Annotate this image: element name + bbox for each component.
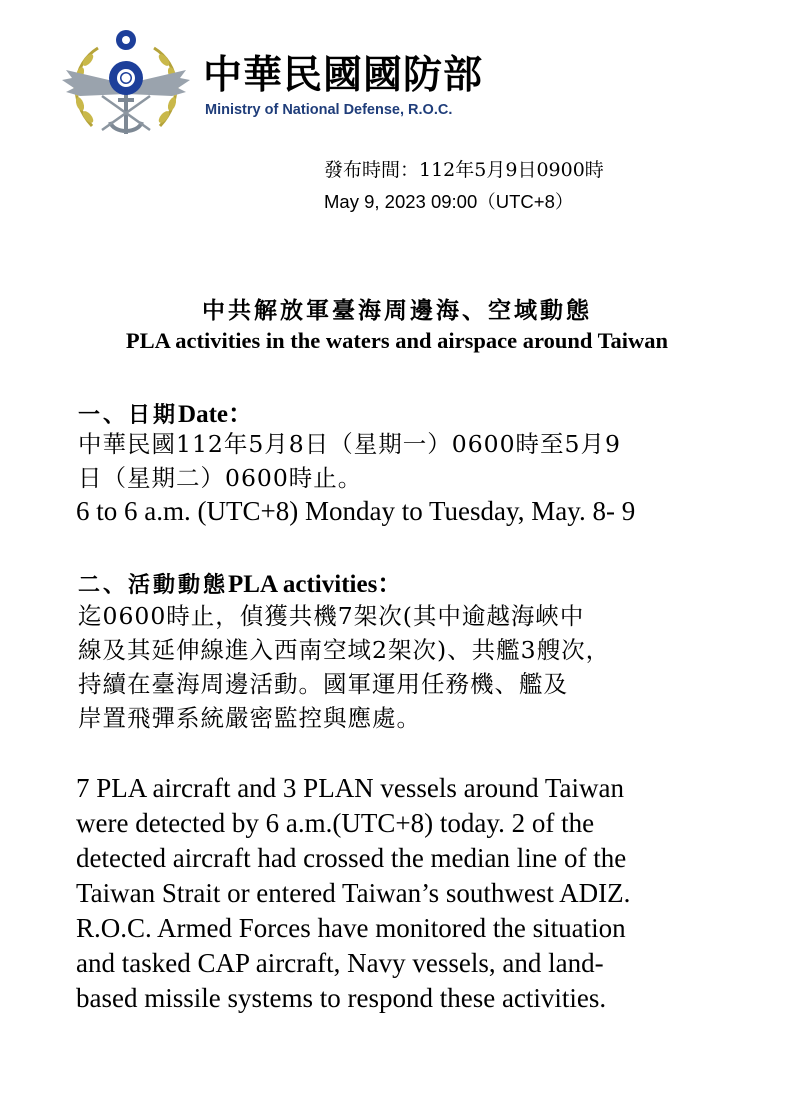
section-activities-heading-zh: 二、活動動態 xyxy=(78,573,229,598)
section-date-heading xyxy=(78,394,253,430)
section-date-heading-en: Date： xyxy=(178,401,253,428)
org-name-en: Ministry of National Defense, R.O.C. xyxy=(205,102,453,118)
activities-body-en-line: R.O.C. Armed Forces have monitored the situation xyxy=(76,913,626,943)
org-name-zh: 中華民國國防部 xyxy=(203,53,484,98)
date-body-zh-line: 日（星期二）0600時止。 xyxy=(78,464,363,492)
activities-body-en-line: were detected by 6 a.m.(UTC+8) today. 2 of the xyxy=(76,808,595,838)
ministry-emblem-icon xyxy=(58,26,194,144)
date-body-zh-line: 中華民國112年5月8日（星期一）0600時至5月9 xyxy=(78,430,621,458)
activities-body-zh-line: 持續在臺海周邊活動。國軍運用任務機、艦及 xyxy=(78,670,568,698)
document-title-zh: 中共解放軍臺海周邊海、空域動態 xyxy=(202,298,592,324)
section-activities-heading-en: PLA activities： xyxy=(228,571,403,598)
activities-body-en-line: 7 PLA aircraft and 3 PLAN vessels around Taiwan xyxy=(76,773,624,803)
release-time-zh: 發布時間：112年5月9日0900時 xyxy=(324,159,604,181)
release-time-en: May 9, 2023 09:00（UTC+8） xyxy=(324,191,574,212)
section-activities-heading xyxy=(78,564,402,600)
activities-body-en-line: detected aircraft had crossed the median line of the xyxy=(76,843,627,873)
section-date-heading-zh: 一、日期 xyxy=(78,403,179,428)
emblem-svg xyxy=(58,26,194,144)
activities-body-en-line: and tasked CAP aircraft, Navy vessels, and land- xyxy=(76,948,604,978)
date-body-en: 6 to 6 a.m. (UTC+8) Monday to Tuesday, May. 8- 9 xyxy=(76,496,636,526)
activities-body-zh-line: 線及其延伸線進入西南空域2架次)、共艦3艘次， xyxy=(78,636,611,664)
activities-body-en xyxy=(76,771,630,1016)
activities-body-en-line: based missile systems to respond these activities. xyxy=(76,983,607,1013)
activities-body-zh xyxy=(78,599,610,735)
activities-body-zh-line: 迄0600時止，偵獲共機7架次(其中逾越海峽中 xyxy=(78,602,585,630)
document-title-en: PLA activities in the waters and airspace around Taiwan xyxy=(125,328,669,353)
activities-body-en-line: Taiwan Strait or entered Taiwan’s southwest ADIZ. xyxy=(76,878,631,908)
date-body-zh xyxy=(78,427,621,495)
activities-body-zh-line: 岸置飛彈系統嚴密監控與應處。 xyxy=(78,704,421,732)
